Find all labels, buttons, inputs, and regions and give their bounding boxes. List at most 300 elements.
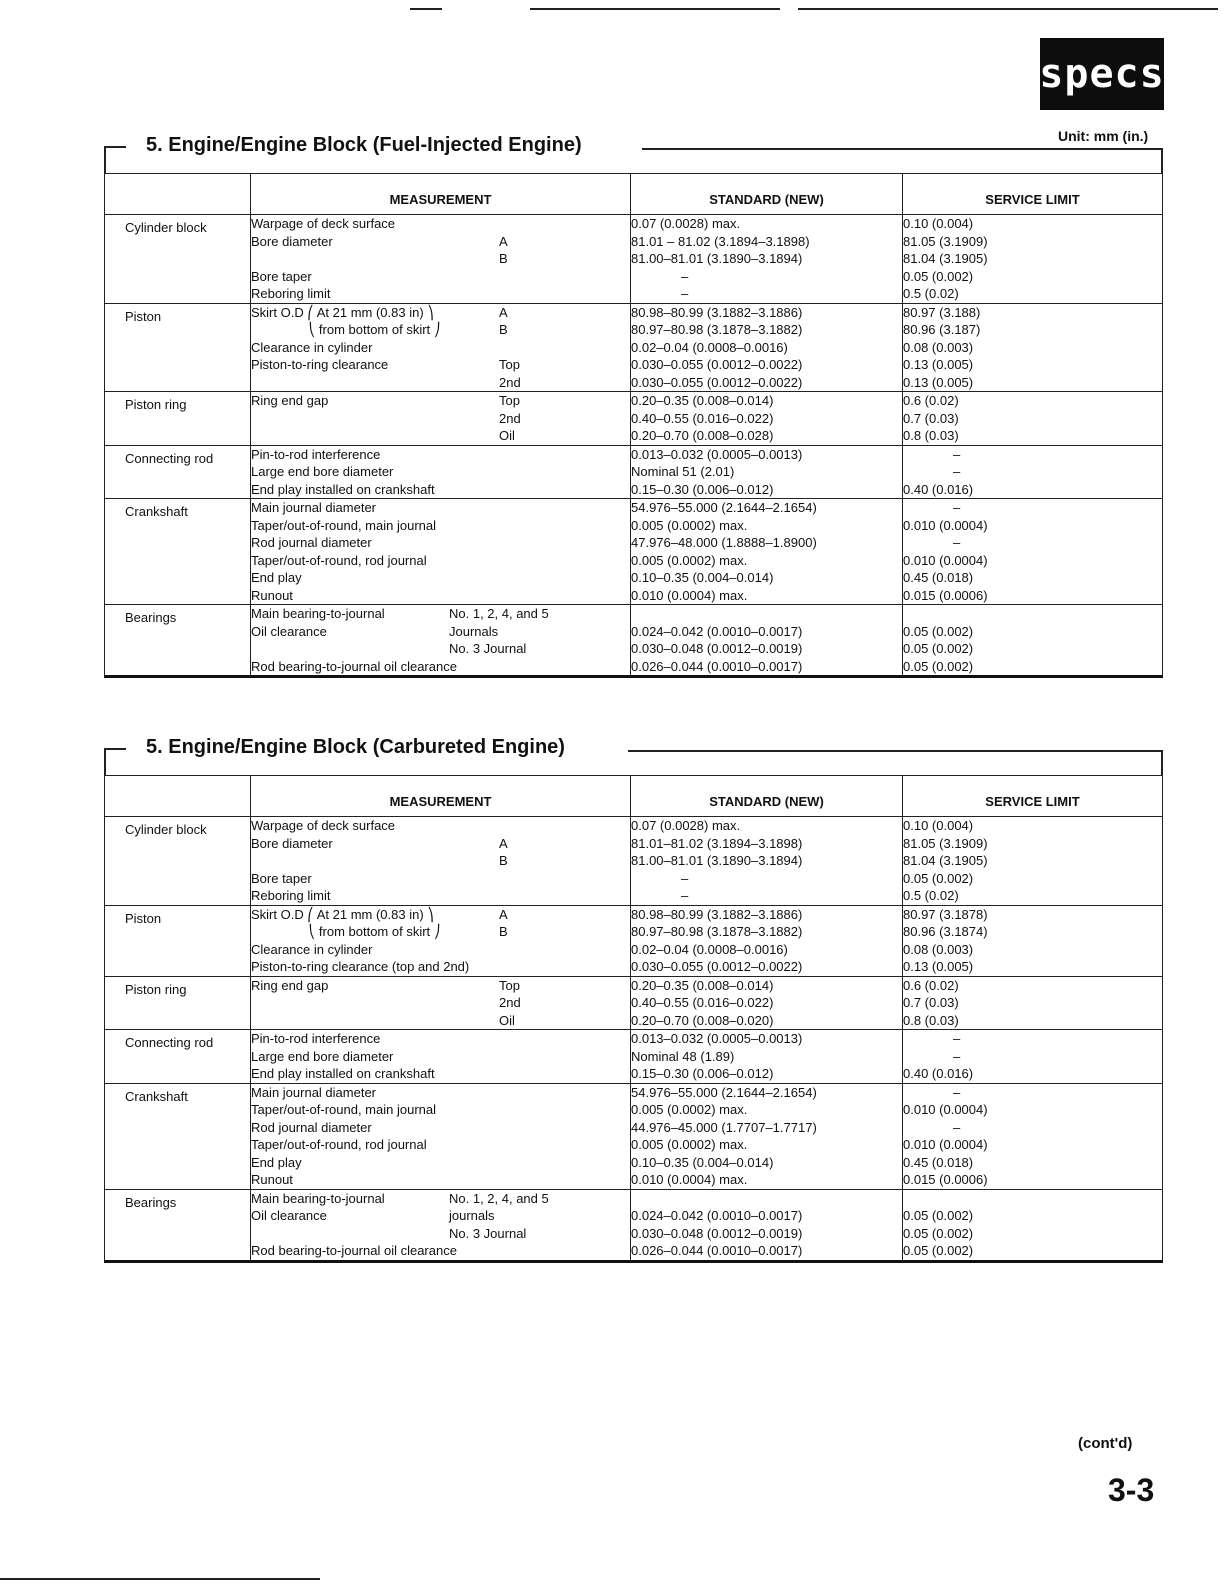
service-limit-text: 0.010 (0.0004) [903, 1137, 988, 1152]
standard-value [631, 427, 902, 445]
measurement-line [251, 463, 630, 481]
service-limit-value [903, 1190, 1162, 1208]
measurement-line [251, 923, 630, 941]
service-limit-value [903, 392, 1162, 410]
measurement-key: A [499, 304, 508, 320]
col-header-measurement: MEASUREMENT [251, 174, 631, 215]
component-cell: Piston [105, 905, 251, 976]
service-limit-value [903, 941, 1162, 959]
service-limit-cell [903, 817, 1163, 906]
measurement-line [251, 517, 630, 535]
standard-cell [631, 1030, 903, 1084]
service-limit-text: 0.05 (0.002) [903, 1225, 974, 1241]
service-limit-value [903, 446, 1162, 464]
measurement-line [251, 1136, 630, 1154]
table-row [105, 976, 1163, 1030]
standard-cell [631, 392, 903, 446]
service-limit-value [903, 534, 1162, 552]
measurement-line [251, 233, 630, 251]
measurement-line [251, 1030, 630, 1048]
standard-text: Nominal 51 (2.01) [631, 464, 735, 479]
measurement-key: A [499, 906, 508, 922]
standard-text: 0.024–0.042 (0.0010–0.0017) [631, 623, 803, 639]
service-limit-value [903, 285, 1162, 303]
measurement-key: Top [499, 977, 520, 993]
measurement-text: Piston-to-ring clearance [251, 357, 389, 372]
standard-value [631, 499, 902, 517]
standard-cell [631, 905, 903, 976]
standard-text: 0.030–0.055 (0.0012–0.0022) [631, 374, 803, 390]
measurement-line [251, 958, 630, 976]
service-limit-value [903, 1119, 1162, 1137]
standard-value [631, 463, 902, 481]
service-limit-value [903, 994, 1162, 1012]
measurement-key: journals [449, 1208, 495, 1223]
top-rule-3 [798, 8, 1218, 10]
standard-value [631, 994, 902, 1012]
service-limit-value [903, 605, 1162, 623]
standard-value [631, 941, 902, 959]
standard-value [631, 587, 902, 605]
table-row [105, 303, 1163, 392]
standard-value [631, 1225, 902, 1243]
measurement-line [251, 587, 630, 605]
standard-value [631, 835, 902, 853]
standard-text: 0.005 (0.0002) max. [631, 1102, 748, 1117]
table-row [105, 1030, 1163, 1084]
measurement-line [251, 640, 630, 658]
standard-text: 0.10–0.35 (0.004–0.014) [631, 570, 774, 585]
standard-value [631, 304, 902, 322]
service-limit-text: – [953, 446, 961, 462]
service-limit-value [903, 1242, 1162, 1260]
service-limit-text: 80.97 (3.1878) [903, 906, 988, 922]
standard-value [631, 410, 902, 428]
standard-text: 80.98–80.99 (3.1882–3.1886) [631, 304, 803, 320]
measurement-key: A [499, 233, 508, 249]
measurement-line [251, 339, 630, 357]
service-limit-value [903, 321, 1162, 339]
measurement-line [251, 392, 630, 410]
standard-cell [631, 303, 903, 392]
service-limit-text: 81.04 (3.1905) [903, 853, 988, 868]
measurement-text: End play installed on crankshaft [251, 481, 435, 497]
measurement-key: 2nd [499, 995, 521, 1010]
service-limit-value [903, 587, 1162, 605]
measurement-text: Runout [251, 587, 293, 603]
service-limit-value [903, 250, 1162, 268]
service-limit-text: 0.13 (0.005) [903, 959, 974, 974]
measurement-cell [251, 215, 631, 304]
service-limit-value [903, 658, 1162, 676]
standard-value [631, 870, 902, 888]
measurement-text: End play [251, 570, 302, 585]
standard-value [631, 1119, 902, 1137]
standard-text: 0.013–0.032 (0.0005–0.0013) [631, 446, 803, 462]
standard-text: 0.026–0.044 (0.0010–0.0017) [631, 658, 803, 674]
measurement-line [251, 215, 630, 233]
service-limit-value [903, 1225, 1162, 1243]
standard-cell [631, 976, 903, 1030]
standard-cell [631, 445, 903, 499]
measurement-key: No. 1, 2, 4, and 5 [449, 1190, 549, 1206]
measurement-text: Oil clearance [251, 623, 327, 639]
measurement-text: ⎝ from bottom of skirt ⎠ [251, 924, 441, 939]
measurement-text: Bore diameter [251, 233, 333, 249]
measurement-text: Runout [251, 1172, 293, 1187]
service-limit-cell [903, 499, 1163, 605]
measurement-line [251, 605, 630, 623]
measurement-text: Taper/out-of-round, rod journal [251, 552, 427, 568]
service-limit-value [903, 817, 1162, 835]
component-cell: Bearings [105, 605, 251, 677]
standard-cell [631, 499, 903, 605]
continued-label: (cont'd) [1078, 1435, 1133, 1452]
measurement-line [251, 835, 630, 853]
table-row [105, 1083, 1163, 1189]
standard-text: 0.40–0.55 (0.016–0.022) [631, 995, 774, 1010]
service-limit-cell [903, 303, 1163, 392]
service-limit-text: – [953, 500, 961, 515]
measurement-line [251, 410, 630, 428]
measurement-cell [251, 392, 631, 446]
measurement-text: Skirt O.D ⎛ At 21 mm (0.83 in) ⎞ [251, 906, 434, 922]
service-limit-value [903, 835, 1162, 853]
measurement-key: No. 3 Journal [449, 641, 527, 656]
measurement-line [251, 1048, 630, 1066]
service-limit-cell [903, 392, 1163, 446]
standard-text: 0.026–0.044 (0.0010–0.0017) [631, 1243, 803, 1258]
service-limit-cell [903, 1189, 1163, 1261]
standard-text: 0.005 (0.0002) max. [631, 552, 748, 568]
measurement-text: Bore taper [251, 870, 312, 886]
measurement-line [251, 499, 630, 517]
standard-value [631, 658, 902, 676]
measurement-text: End play installed on crankshaft [251, 1066, 435, 1081]
service-limit-value [903, 977, 1162, 995]
measurement-line [251, 304, 630, 322]
measurement-cell [251, 976, 631, 1030]
service-limit-value [903, 1012, 1162, 1030]
measurement-line [251, 356, 630, 374]
section2-frame-top-left [104, 748, 126, 750]
standard-value [631, 534, 902, 552]
measurement-text: Main journal diameter [251, 1084, 377, 1100]
measurement-text: Reboring limit [251, 286, 331, 301]
col-header-standard: STANDARD (NEW) [631, 776, 903, 817]
standard-text: – [681, 268, 689, 284]
service-limit-text: 0.10 (0.004) [903, 818, 974, 833]
col-header-measurement: MEASUREMENT [251, 776, 631, 817]
measurement-line [251, 481, 630, 499]
standard-value [631, 623, 902, 641]
component-cell: Connecting rod [105, 445, 251, 499]
service-limit-value [903, 339, 1162, 357]
measurement-text: Rod journal diameter [251, 1119, 372, 1135]
measurement-cell [251, 817, 631, 906]
service-limit-text: 0.13 (0.005) [903, 374, 974, 390]
service-limit-text: 0.05 (0.002) [903, 1243, 974, 1258]
measurement-key: 2nd [499, 410, 521, 426]
table-row [105, 445, 1163, 499]
measurement-text: Large end bore diameter [251, 464, 394, 479]
measurement-key: B [499, 924, 508, 939]
service-limit-value [903, 1101, 1162, 1119]
measurement-cell [251, 445, 631, 499]
service-limit-text: 0.05 (0.002) [903, 641, 974, 656]
measurement-text: Rod bearing-to-journal oil clearance [251, 658, 457, 674]
page-number: 3-3 [1108, 1472, 1155, 1508]
col-header-service-limit: SERVICE LIMIT [903, 776, 1163, 817]
standard-text: – [681, 286, 689, 301]
table-row [105, 215, 1163, 304]
component-cell: Connecting rod [105, 1030, 251, 1084]
measurement-cell [251, 499, 631, 605]
measurement-cell [251, 303, 631, 392]
measurement-key: B [499, 322, 508, 337]
service-limit-text: – [953, 464, 961, 479]
measurement-text: Rod journal diameter [251, 535, 372, 550]
measurement-key: Oil [499, 428, 515, 443]
table-row [105, 817, 1163, 906]
standard-text: 54.976–55.000 (2.1644–2.1654) [631, 500, 817, 515]
measurement-cell [251, 1189, 631, 1261]
standard-value [631, 1048, 902, 1066]
standard-value [631, 1190, 902, 1208]
standard-value [631, 977, 902, 995]
measurement-line [251, 1207, 630, 1225]
service-limit-text: 80.96 (3.187) [903, 322, 981, 337]
service-limit-value [903, 1136, 1162, 1154]
section2-frame-right [1161, 750, 1163, 776]
service-limit-value [903, 1154, 1162, 1172]
service-limit-text: – [953, 1048, 961, 1064]
measurement-text: Warpage of deck surface [251, 216, 396, 231]
measurement-line [251, 906, 630, 924]
component-cell: Piston ring [105, 392, 251, 446]
component-cell: Bearings [105, 1189, 251, 1261]
service-limit-text: 0.5 (0.02) [903, 888, 959, 903]
service-limit-text: 81.04 (3.1905) [903, 251, 988, 266]
service-limit-cell [903, 976, 1163, 1030]
measurement-line [251, 321, 630, 339]
standard-text: 47.976–48.000 (1.8888–1.8900) [631, 535, 817, 550]
standard-text: 80.97–80.98 (3.1878–3.1882) [631, 322, 803, 337]
standard-text: 0.013–0.032 (0.0005–0.0013) [631, 1031, 803, 1046]
section1-frame-top-right [642, 148, 1162, 150]
service-limit-value [903, 410, 1162, 428]
measurement-line [251, 427, 630, 445]
measurement-line [251, 268, 630, 286]
section2-title: 5. Engine/Engine Block (Carbureted Engine) [146, 736, 565, 758]
measurement-text: Taper/out-of-round, main journal [251, 517, 436, 533]
standard-text: 0.024–0.042 (0.0010–0.0017) [631, 1208, 803, 1223]
bottom-rule [0, 1578, 320, 1580]
standard-text: 0.030–0.048 (0.0012–0.0019) [631, 1225, 803, 1241]
standard-cell [631, 605, 903, 677]
standard-value [631, 1207, 902, 1225]
service-limit-text: 0.08 (0.003) [903, 339, 974, 355]
service-limit-value [903, 233, 1162, 251]
service-limit-text: 0.6 (0.02) [903, 393, 959, 408]
standard-text: 54.976–55.000 (2.1644–2.1654) [631, 1084, 817, 1100]
standard-value [631, 887, 902, 905]
service-limit-cell [903, 1030, 1163, 1084]
measurement-cell [251, 905, 631, 976]
service-limit-text: 81.05 (3.1909) [903, 835, 988, 851]
standard-text: 0.10–0.35 (0.004–0.014) [631, 1154, 774, 1170]
table-row [105, 1189, 1163, 1261]
service-limit-cell [903, 605, 1163, 677]
standard-text: – [681, 870, 689, 886]
standard-value [631, 374, 902, 392]
component-cell: Piston [105, 303, 251, 392]
measurement-key: B [499, 853, 508, 868]
component-cell: Piston ring [105, 976, 251, 1030]
unit-label: Unit: mm (in.) [1058, 128, 1149, 144]
measurement-line [251, 446, 630, 464]
standard-cell [631, 1189, 903, 1261]
service-limit-value [903, 374, 1162, 392]
standard-text: 0.15–0.30 (0.006–0.012) [631, 481, 774, 497]
measurement-cell [251, 605, 631, 677]
service-limit-text: 80.97 (3.188) [903, 304, 981, 320]
service-limit-text: 0.13 (0.005) [903, 357, 974, 372]
measurement-line [251, 994, 630, 1012]
service-limit-text: 0.8 (0.03) [903, 428, 959, 443]
service-limit-text: 0.08 (0.003) [903, 941, 974, 957]
standard-value [631, 233, 902, 251]
service-limit-text: – [953, 1119, 961, 1135]
measurement-line [251, 1101, 630, 1119]
section2-frame-left-tick [104, 748, 106, 776]
measurement-line [251, 941, 630, 959]
measurement-cell [251, 1083, 631, 1189]
measurement-text: Skirt O.D ⎛ At 21 mm (0.83 in) ⎞ [251, 304, 434, 320]
standard-text: 81.00–81.01 (3.1890–3.1894) [631, 251, 803, 266]
service-limit-value [903, 356, 1162, 374]
standard-text: – [681, 888, 689, 903]
standard-cell [631, 817, 903, 906]
table-row [105, 499, 1163, 605]
service-limit-cell [903, 445, 1163, 499]
measurement-text: Pin-to-rod interference [251, 1031, 381, 1046]
standard-cell [631, 215, 903, 304]
measurement-line [251, 1154, 630, 1172]
standard-text: 81.01 – 81.02 (3.1894–3.1898) [631, 233, 810, 249]
standard-text: 0.030–0.055 (0.0012–0.0022) [631, 959, 803, 974]
standard-value [631, 250, 902, 268]
section1-frame-top-left [104, 146, 126, 148]
section1-frame-left-tick [104, 146, 106, 174]
standard-value [631, 923, 902, 941]
service-limit-text: 0.010 (0.0004) [903, 1102, 988, 1117]
service-limit-value [903, 1065, 1162, 1083]
service-limit-value [903, 640, 1162, 658]
service-limit-cell [903, 905, 1163, 976]
measurement-text: Main bearing-to-journal [251, 606, 385, 621]
service-limit-value [903, 499, 1162, 517]
measurement-key: Top [499, 393, 520, 408]
standard-value [631, 906, 902, 924]
measurement-text: Reboring limit [251, 888, 331, 903]
service-limit-value [903, 268, 1162, 286]
service-limit-value [903, 517, 1162, 535]
standard-text: 0.010 (0.0004) max. [631, 1172, 748, 1187]
col-header-component [105, 776, 251, 817]
service-limit-text: – [953, 1084, 961, 1100]
measurement-line [251, 658, 630, 676]
table-row [105, 605, 1163, 677]
standard-text: 0.20–0.35 (0.008–0.014) [631, 977, 774, 993]
service-limit-value [903, 623, 1162, 641]
service-limit-text: 0.40 (0.016) [903, 481, 974, 497]
standard-text: Nominal 48 (1.89) [631, 1048, 735, 1064]
measurement-text: Pin-to-rod interference [251, 446, 381, 462]
col-header-component [105, 174, 251, 215]
component-cell: Crankshaft [105, 499, 251, 605]
measurement-line [251, 817, 630, 835]
standard-value [631, 1065, 902, 1083]
measurement-text: Main journal diameter [251, 500, 377, 515]
table-row [105, 905, 1163, 976]
standard-value [631, 852, 902, 870]
measurement-line [251, 250, 630, 268]
service-limit-text: 0.7 (0.03) [903, 410, 959, 426]
measurement-line [251, 887, 630, 905]
standard-text: 0.010 (0.0004) max. [631, 587, 748, 603]
standard-value [631, 605, 902, 623]
standard-value [631, 552, 902, 570]
measurement-text: Clearance in cylinder [251, 941, 373, 957]
measurement-line [251, 1242, 630, 1260]
measurement-text: Oil clearance [251, 1208, 327, 1223]
service-limit-value [903, 1030, 1162, 1048]
service-limit-text: – [953, 535, 961, 550]
measurement-line [251, 1171, 630, 1189]
measurement-text: Warpage of deck surface [251, 818, 396, 833]
measurement-text: Ring end gap [251, 393, 329, 408]
service-limit-value [903, 870, 1162, 888]
measurement-text: Main bearing-to-journal [251, 1190, 385, 1206]
measurement-key: Top [499, 357, 520, 372]
specs-badge: specs [1040, 38, 1164, 110]
standard-value [631, 268, 902, 286]
service-limit-cell [903, 215, 1163, 304]
measurement-key: 2nd [499, 374, 521, 390]
standard-value [631, 1242, 902, 1260]
service-limit-text: 81.05 (3.1909) [903, 233, 988, 249]
standard-value [631, 1154, 902, 1172]
measurement-text: Piston-to-ring clearance (top and 2nd) [251, 959, 470, 974]
standard-value [631, 481, 902, 499]
standard-text: 0.07 (0.0028) max. [631, 216, 741, 231]
measurement-text: Rod bearing-to-journal oil clearance [251, 1243, 457, 1258]
measurement-line [251, 1190, 630, 1208]
component-cell: Cylinder block [105, 215, 251, 304]
measurement-line [251, 374, 630, 392]
standard-value [631, 392, 902, 410]
standard-text: 0.02–0.04 (0.0008–0.0016) [631, 339, 788, 355]
service-limit-text: 0.8 (0.03) [903, 1012, 959, 1028]
service-limit-value [903, 215, 1162, 233]
service-limit-text: 0.05 (0.002) [903, 658, 974, 674]
measurement-text: Taper/out-of-round, rod journal [251, 1137, 427, 1152]
standard-value [631, 1101, 902, 1119]
standard-text: 0.005 (0.0002) max. [631, 1137, 748, 1152]
measurement-text: Large end bore diameter [251, 1048, 394, 1064]
standard-value [631, 356, 902, 374]
